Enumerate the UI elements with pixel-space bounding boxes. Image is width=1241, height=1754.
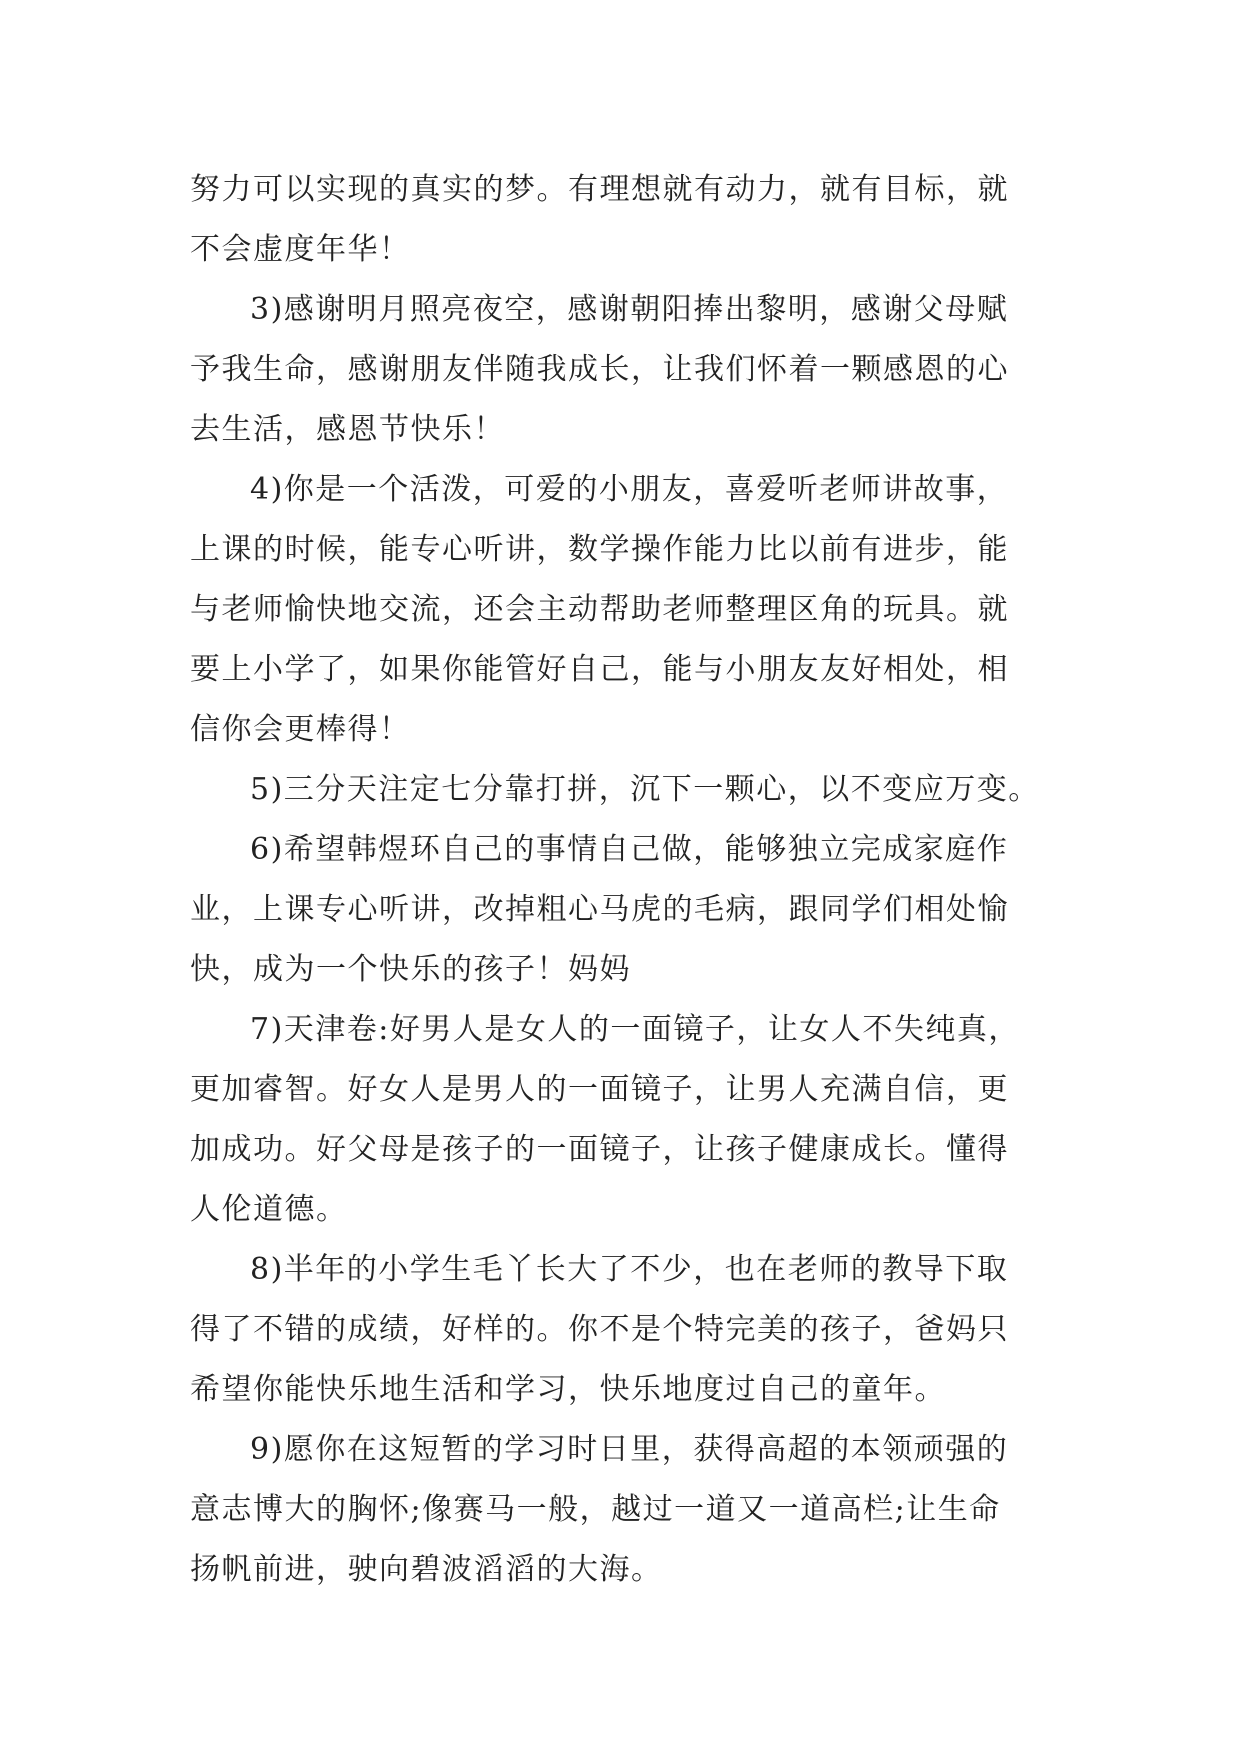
text-line: 业，上课专心听讲，改掉粗心马虎的毛病，跟同学们相处愉 bbox=[190, 892, 1009, 927]
text-line: 扬帆前进，驶向碧波滔滔的大海。 bbox=[190, 1552, 663, 1587]
text-line: 加成功。好父母是孩子的一面镜子，让孩子健康成长。懂得 bbox=[190, 1132, 1009, 1167]
paragraph bbox=[190, 760, 1050, 820]
paragraph bbox=[190, 1240, 1050, 1420]
text-line: 上课的时候，能专心听讲，数学操作能力比以前有进步，能 bbox=[190, 532, 1009, 567]
text-line: 得了不错的成绩，好样的。你不是个特完美的孩子，爸妈只 bbox=[190, 1312, 1009, 1347]
paragraph bbox=[190, 280, 1050, 460]
text-line: 4)你是一个活泼，可爱的小朋友，喜爱听老师讲故事， bbox=[250, 472, 1009, 507]
paragraph bbox=[190, 160, 1050, 280]
text-line: 8)半年的小学生毛丫长大了不少，也在老师的教导下取 bbox=[250, 1252, 1009, 1287]
text-line: 9)愿你在这短暂的学习时日里，获得高超的本领顽强的 bbox=[250, 1432, 1009, 1467]
text-line: 努力可以实现的真实的梦。有理想就有动力，就有目标，就 bbox=[190, 172, 1009, 207]
text-line: 与老师愉快地交流，还会主动帮助老师整理区角的玩具。就 bbox=[190, 592, 1009, 627]
text-line: 7)天津卷:好男人是女人的一面镜子，让女人不失纯真， bbox=[250, 1012, 1020, 1047]
paragraph bbox=[190, 1000, 1050, 1240]
text-line: 予我生命，感谢朋友伴随我成长，让我们怀着一颗感恩的心 bbox=[190, 352, 1009, 387]
text-line: 快，成为一个快乐的孩子！妈妈 bbox=[190, 952, 631, 987]
text-line: 要上小学了，如果你能管好自己，能与小朋友友好相处，相 bbox=[190, 652, 1009, 687]
text-line: 不会虚度年华！ bbox=[190, 232, 411, 267]
text-line: 去生活，感恩节快乐！ bbox=[190, 412, 505, 447]
text-line: 5)三分天注定七分靠打拼，沉下一颗心，以不变应万变。 bbox=[250, 772, 1040, 807]
paragraph bbox=[190, 820, 1050, 1000]
text-line: 意志博大的胸怀;像赛马一般，越过一道又一道高栏;让生命 bbox=[190, 1492, 1001, 1527]
text-line: 信你会更棒得！ bbox=[190, 712, 411, 747]
text-line: 希望你能快乐地生活和学习，快乐地度过自己的童年。 bbox=[190, 1372, 946, 1407]
text-line: 更加睿智。好女人是男人的一面镜子，让男人充满自信，更 bbox=[190, 1072, 1009, 1107]
document-body bbox=[190, 160, 1050, 1600]
text-line: 3)感谢明月照亮夜空，感谢朝阳捧出黎明，感谢父母赋 bbox=[250, 292, 1009, 327]
text-line: 6)希望韩煜环自己的事情自己做，能够独立完成家庭作 bbox=[250, 832, 1009, 867]
text-line: 人伦道德。 bbox=[190, 1192, 348, 1227]
paragraph bbox=[190, 1420, 1050, 1600]
paragraph bbox=[190, 460, 1050, 760]
